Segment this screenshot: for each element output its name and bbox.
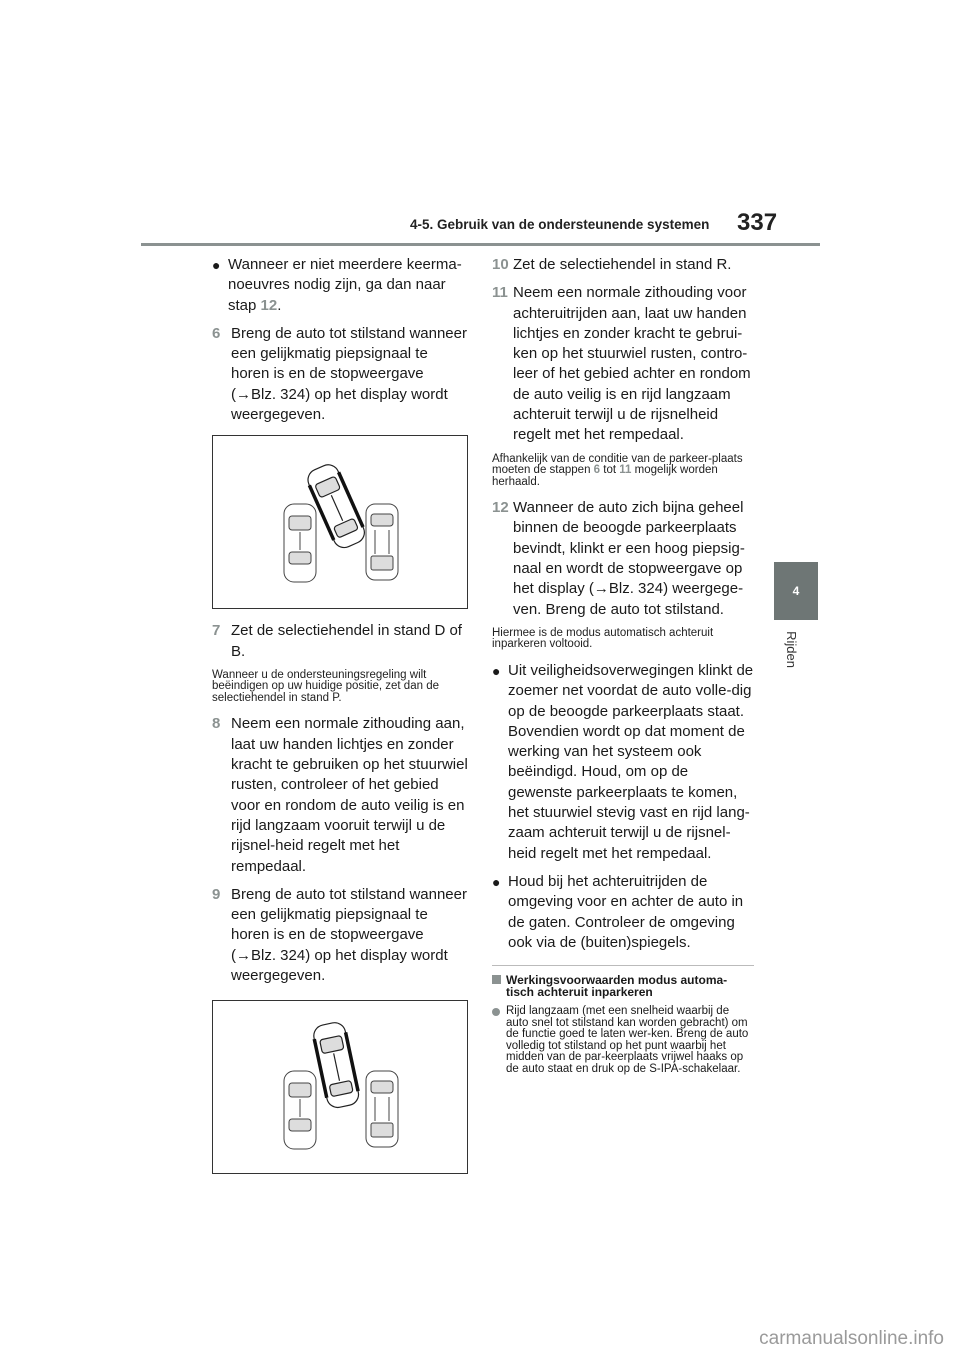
parking-illustration-1 [212,435,468,609]
step-number: 10 [492,256,509,273]
parked-car-left [284,504,316,582]
section-title: 4-5. Gebruik van de ondersteunende systemen [410,217,710,232]
step-number: 12 [492,499,509,517]
section-divider [492,965,754,966]
step-text: Zet de selectiehendel in stand R. [513,256,732,273]
step-12 [492,498,754,620]
step-10 [492,255,754,275]
parking-illustration-2 [212,1000,468,1174]
chapter-label: Rijden [783,631,799,668]
parking-diagram-forward [213,436,467,608]
bullet-item [492,872,754,953]
bullet-text: Wanneer er niet meerdere keerma-noeuvres nodig zijn, ga dan naar stap [228,256,462,314]
parking-diagram-stop [213,1001,467,1173]
chapter-number: 4 [792,584,800,598]
watermark: carmanualsonline.info [759,1328,944,1349]
bullet-icon: ● [492,662,501,679]
left-column [212,255,468,1186]
step-text: Wanneer de auto zich bijna geheel binnen de beoogde parkeerplaats bevindt, klinkt er een hoog piepsig-naal en wordt de stopweergave op het display (→Blz. 324) weergege-ven. Breng de auto tot stilstand. [513,499,745,618]
step-text: Breng de auto tot stilstand wanneer een gelijkmatig piepsignaal te horen is en de stopweergave (→Blz. 324) op het display wordt weergegeven. [231,885,467,985]
bullet-icon: ● [492,873,501,890]
parked-car-right [366,504,398,580]
note-text: Hiermee is de modus automatisch achteruit inparkeren voltooid. [492,626,714,651]
step-number: 8 [212,715,221,733]
step-9 [212,885,468,986]
note-text: Afhankelijk van de conditie van de parkeer-plaats moeten de stappen 6 tot 11 mogelijk worden herhaald. [492,452,743,488]
square-bullet-icon [492,975,501,984]
note-text: Wanneer u de ondersteuningsregeling wilt beëindigen op uw huidige positie, zet dan de selectiehendel in stand P. [212,668,439,704]
header-rule [141,243,820,246]
bullet-text: Uit veiligheidsoverwegingen klinkt de zoemer net voordat de auto volle-dig op de beoogde parkeerplaats staat. Bovendien wordt op dat moment de werking van het systeem ook beëindigd. Houd, om op de gewenste parkeerplaats te komen, het stuurwiel stevig vast en rijd lang-zaam achteruit terwijl u de rijsnel-heid regelt met het rempedaal. [508,661,754,862]
parked-car-right [366,1071,398,1147]
step-text: Zet de selectiehendel in stand D of B. [231,622,462,660]
step-text: Neem een normale zithouding voor achteruitrijden aan, laat uw handen lichtjes en zonder kracht te gebrui-ken op het stuurwiel rusten, contro-leer of het gebied achter en rondom de auto veilig is en rijd langzaam achteruit terwijl u de rijsnelheid regelt met het rempedaal. [513,284,751,444]
step-number: 7 [212,622,221,640]
step-reference: 11 [619,464,632,477]
page-number: 337 [737,209,778,236]
step-text: Neem een normale zithouding aan, laat uw handen lichtjes en zonder kracht te gebruiken op het stuurwiel rusten, controleer of het gebied voor en rondom de auto veilig is en rijd langzaam vooruit terwijl u de rijsnel-heid regelt met het rempedaal. [231,715,468,875]
step-8 [212,714,468,876]
small-bullet-text: Rijd langzaam (met een snelheid waarbij de auto snel tot stilstand kan worden gebracht) om de functie goed te laten wer-ken. Breng de auto volledig tot stilstand op het punt waarbij het midden van de par-keerplaats vrijwel haaks op de auto staat en druk op de S-IPA-schakelaar. [506,1005,749,1076]
bullet-icon: ● [212,257,221,273]
subheading-text: Werkingsvoorwaarden modus automa-tisch achteruit inparkeren [506,973,728,1000]
step-7 [212,621,468,662]
step-6 [212,324,468,425]
bullet-item [492,661,754,864]
subheading [492,974,754,998]
step-11 [492,283,754,445]
step-number: 6 [212,324,221,342]
chapter-tab[interactable] [774,562,818,620]
small-bullet-item [492,1006,754,1076]
step-reference: 12 [260,296,278,314]
bullet-item: ● Wanneer er niet meerdere keerma-noeuvres nodig zijn, ga dan naar stap 12. [212,256,462,314]
circle-bullet-icon [492,1008,500,1016]
moving-car [312,1021,361,1110]
step-number: 11 [492,284,508,302]
right-column [492,255,754,1076]
step-text: Breng de auto tot stilstand wanneer een gelijkmatig piepsignaal te horen is en de stopweergave (→Blz. 324) op het display wordt weergegeven. [231,324,467,424]
bullet-text: Houd bij het achteruitrijden de omgeving voor en achter de auto in de gaten. Controleer de omgeving ook via de (buiten)spiegels. [508,872,744,951]
parked-car-left [284,1071,316,1149]
step-number: 9 [212,885,221,903]
step-reference: 6 [593,464,601,477]
chapter-label-box [781,632,805,672]
